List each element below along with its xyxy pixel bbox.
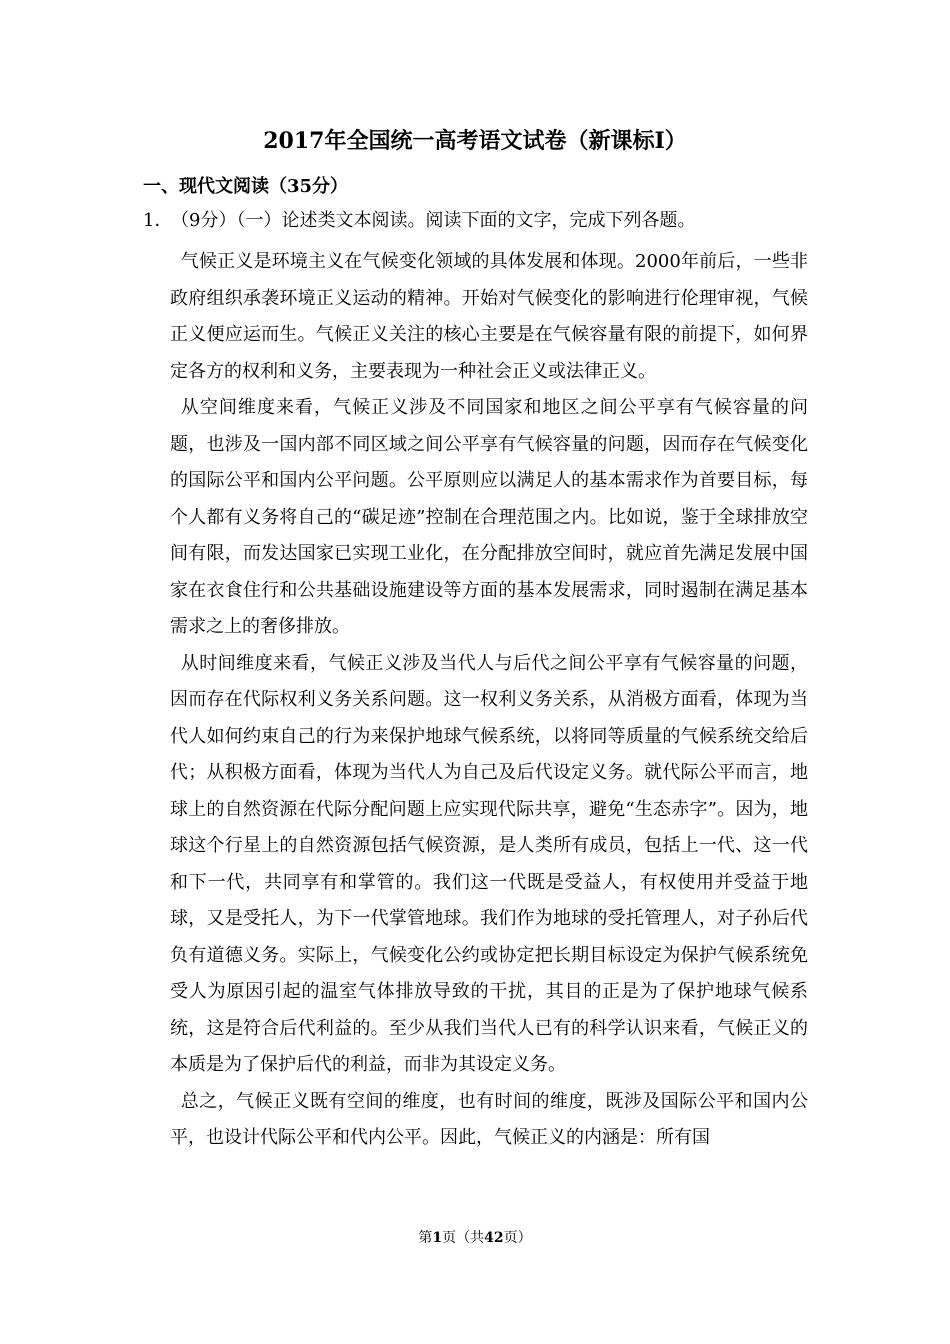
footer-total-pages: 42 [484,1230,504,1246]
question-prompt [143,208,695,234]
passage [170,244,808,1157]
footer-middle: 页（共 [442,1230,485,1246]
passage-paragraph: 总之，气候正义既有空间的维度，也有时间的维度，既涉及国际公平和国内公平，也设计代际公平和代内公平。因此，气候正义的内涵是：所有国 [170,1090,808,1148]
footer-page-number: 1 [432,1230,443,1246]
passage-paragraph: 从时间维度来看，气候正义涉及当代人与后代之间公平享有气候容量的问题，因而存在代际权利义务关系问题。这一权利义务关系，从消极方面看，体现为当代人如何约束自己的行为来保护地球气候系统，以将同等质量的气候系统交给后代；从积极方面看，体现为当代人为自己及后代设定义务。就代际公平而言，地球上的自然资源在代际分配问题上应实现代际共享，避免“生态赤字”。因为，地球这个行星上的自然资源包括气候资源，是人类所有成员，包括上一代、这一代和下一代，共同享有和掌管的。我们这一代既是受益人，有权使用并受益于地球，又是受托人，为下一代掌管地球。我们作为地球的受托管理人，对子孙后代负有道德义务。实际上，气候变化公约或协定把长期目标设定为保护气候系统免受人为原因引起的温室气体排放导致的干扰，其目的正是为了保护地球气候系统，这是符合后代利益的。至少从我们当代人已有的科学认识来看，气候正义的本质是为了保护后代的利益，而非为其设定义务。 [170,652,808,1075]
passage-paragraph: 从空间维度来看，气候正义涉及不同国家和地区之间公平享有气候容量的问题，也涉及一国内部不同区域之间公平享有气候容量的问题，因而存在气候变化的国际公平和国内公平问题。公平原则应以满足人的基本需求作为首要目标，每个人都有义务将自己的“碳足迹”控制在合理范围之内。比如说，鉴于全球排放空间有限，而发达国家已实现工业化，在分配排放空间时，就应首先满足发展中国家在衣食住行和公共基础设施建设等方面的基本发展需求，同时遏制在满足基本需求之上的奢侈排放。 [170,397,808,637]
question-number: 1． [143,210,173,231]
question-text: （9分）（一）论述类文本阅读。阅读下面的文字，完成下列各题。 [171,210,696,231]
page-footer [0,1228,950,1248]
section-heading: 一、现代文阅读（35分） [143,176,349,197]
passage-paragraph: 气候正义是环境主义在气候变化领域的具体发展和体现。2000年前后，一些非政府组织承袭环境正义运动的精神。开始对气候变化的影响进行伦理审视，气候正义便应运而生。气候正义关注的核心主要是在气候容量有限的前提下，如何界定各方的权利和义务，主要表现为一种社会正义或法律正义。 [170,251,808,382]
footer-prefix: 第 [418,1230,433,1246]
footer-suffix: 页） [503,1230,532,1246]
page-title: 2017年全国统一高考语文试卷（新课标Ⅰ） [263,128,687,154]
